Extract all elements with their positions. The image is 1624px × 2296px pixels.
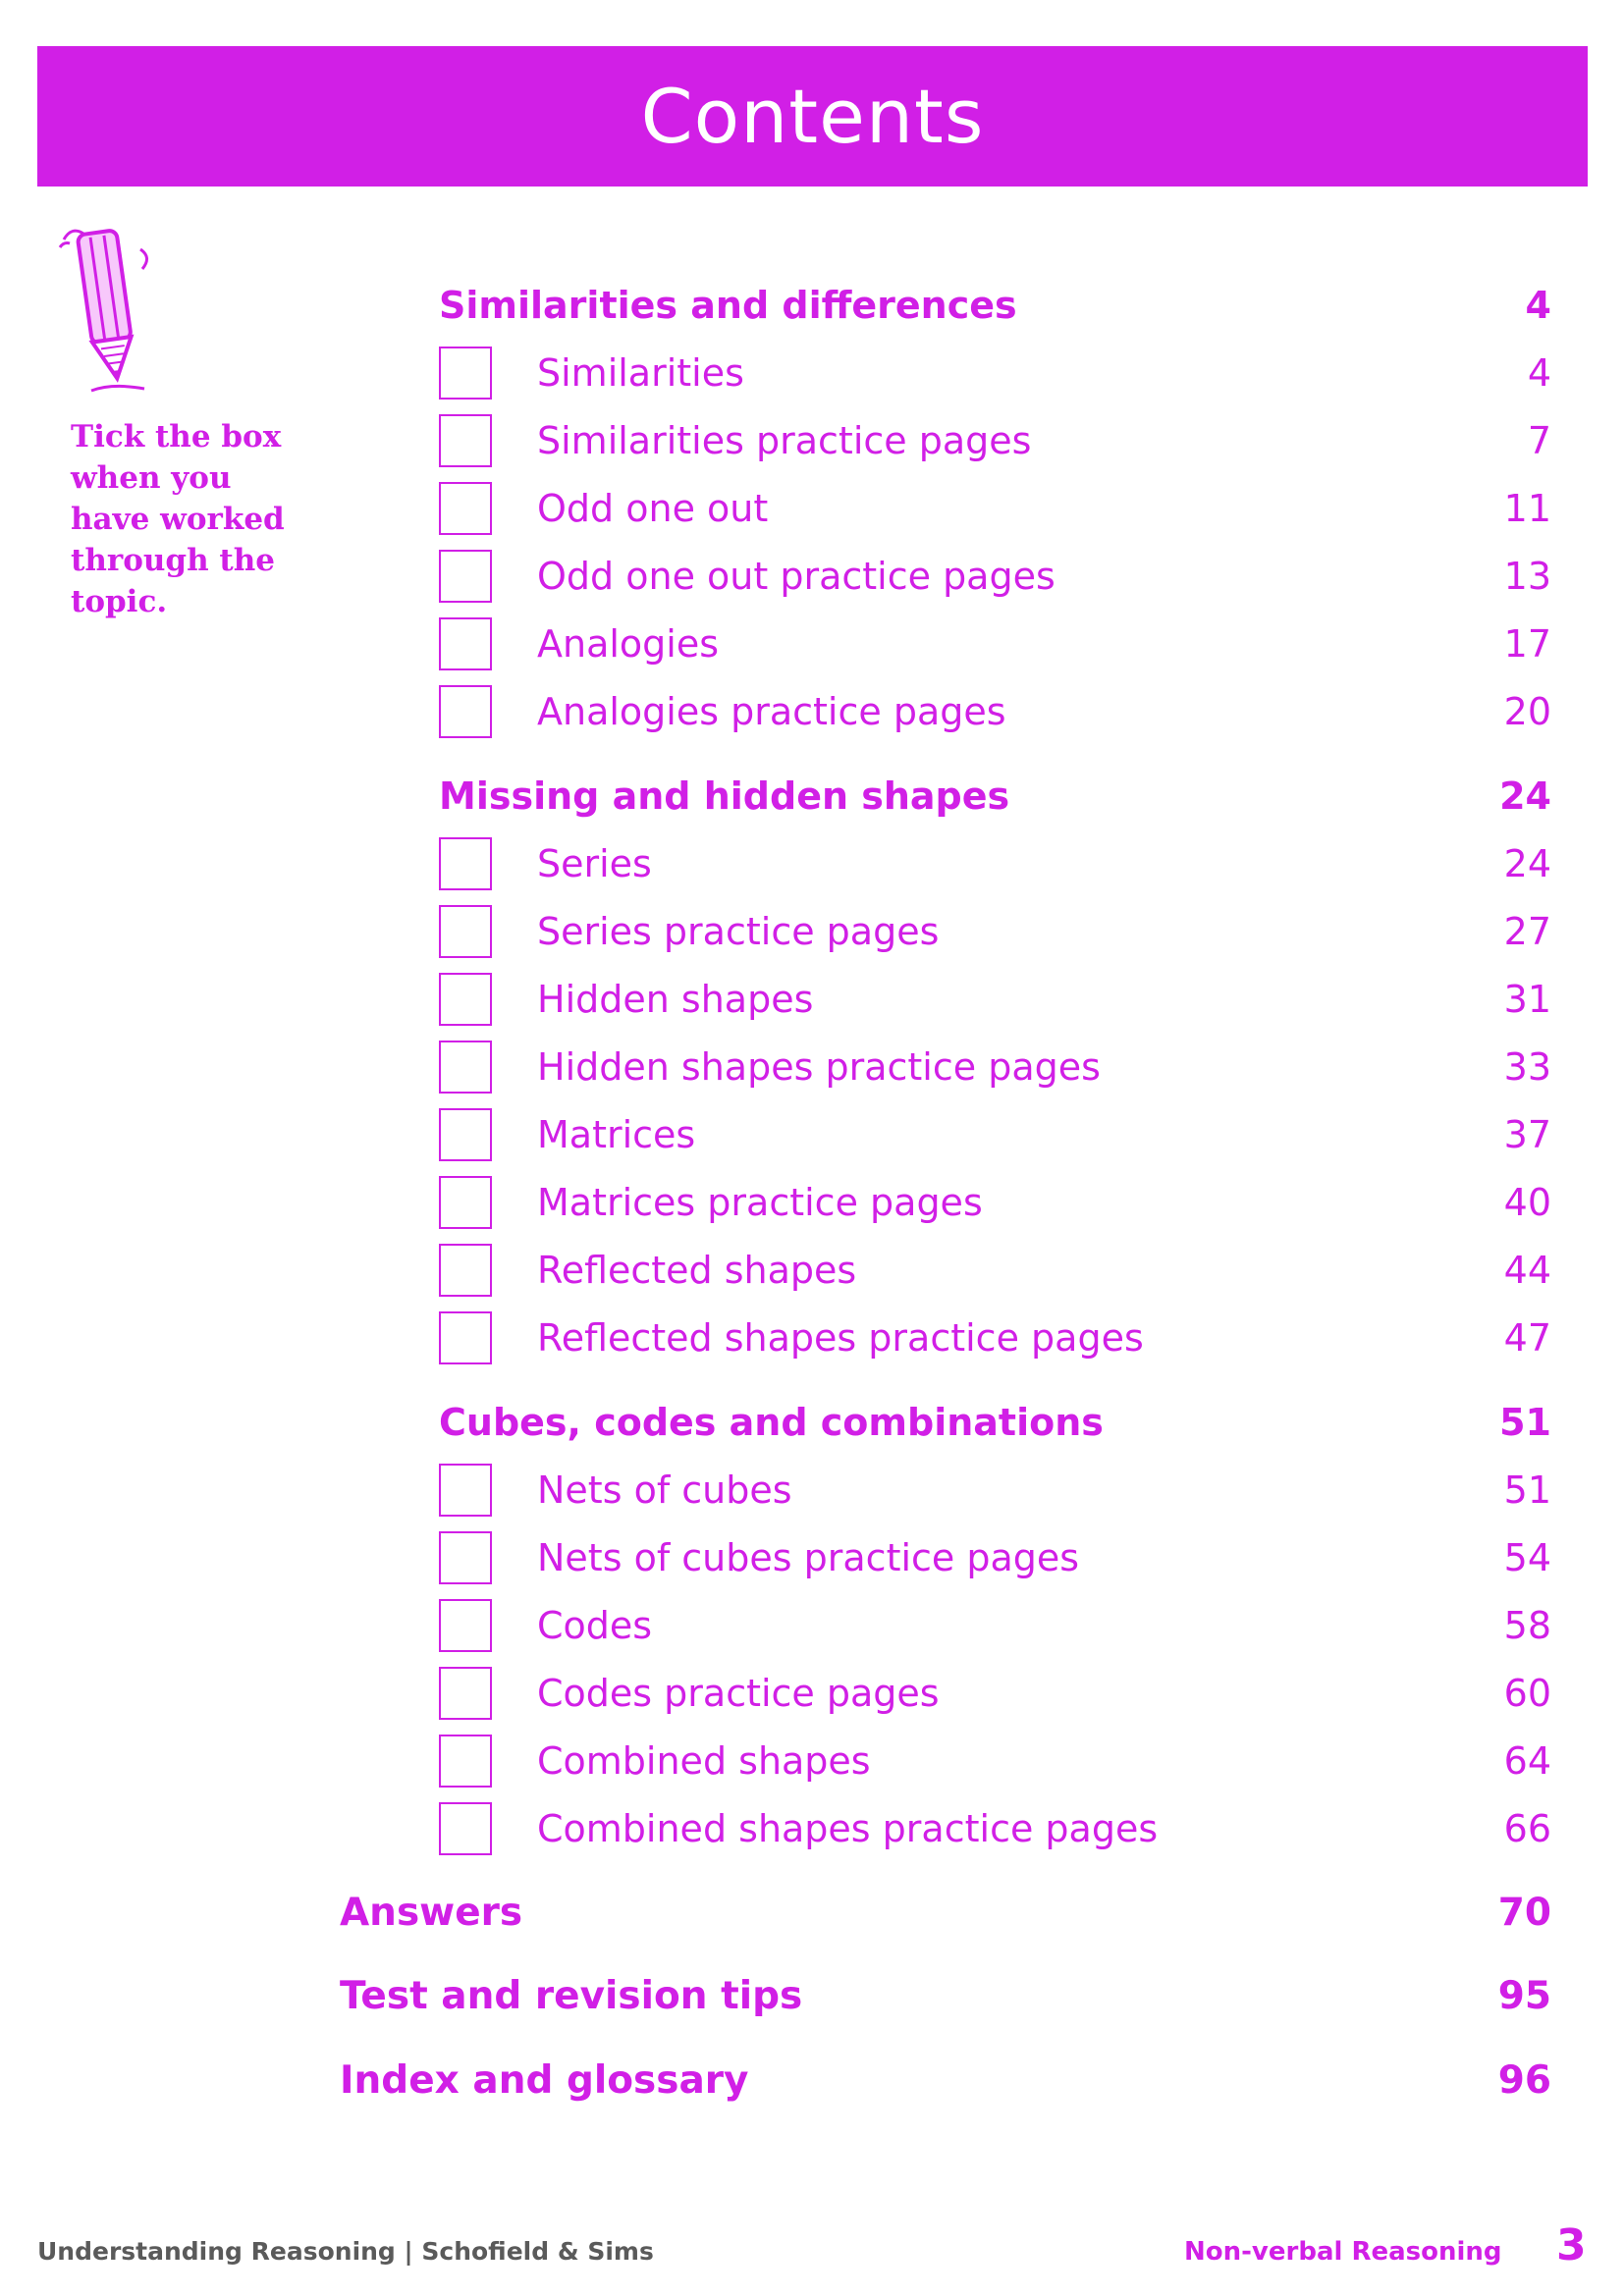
list-item xyxy=(439,1530,1551,1585)
item-label: Codes practice pages xyxy=(537,1672,940,1715)
item-label: Similarities xyxy=(537,351,744,395)
tick-box[interactable] xyxy=(439,1041,492,1094)
tick-box[interactable] xyxy=(439,1311,492,1364)
section-heading[interactable] xyxy=(439,278,1551,333)
item-page: 7 xyxy=(1527,419,1551,462)
page-title: Contents xyxy=(640,73,985,160)
item-page: 27 xyxy=(1503,910,1551,953)
item-label: Odd one out practice pages xyxy=(537,555,1056,598)
tick-box[interactable] xyxy=(439,1667,492,1720)
tick-box[interactable] xyxy=(439,1464,492,1517)
tick-box[interactable] xyxy=(439,1802,492,1855)
item-page: 20 xyxy=(1503,690,1551,733)
item-page: 64 xyxy=(1503,1739,1551,1783)
list-item xyxy=(439,1310,1551,1365)
item-label: Analogies practice pages xyxy=(537,690,1006,733)
list-item xyxy=(439,413,1551,468)
item-page: 33 xyxy=(1503,1045,1551,1089)
entry-page: 70 xyxy=(1497,1890,1551,1935)
item-label: Series practice pages xyxy=(537,910,940,953)
section-heading[interactable] xyxy=(439,1395,1551,1450)
item-page: 13 xyxy=(1503,555,1551,598)
contents-banner xyxy=(37,46,1588,187)
tick-box[interactable] xyxy=(439,482,492,535)
tick-box[interactable] xyxy=(439,973,492,1026)
item-page: 31 xyxy=(1503,978,1551,1021)
item-page: 37 xyxy=(1503,1113,1551,1156)
item-page: 51 xyxy=(1503,1468,1551,1512)
item-label: Hidden shapes practice pages xyxy=(537,1045,1101,1089)
revision-tips-entry[interactable] xyxy=(340,1968,1551,2023)
item-label: Analogies xyxy=(537,622,720,666)
list-item xyxy=(439,1598,1551,1653)
footer-publisher: Understanding Reasoning | Schofield & Sims xyxy=(37,2237,654,2266)
list-item xyxy=(439,1801,1551,1856)
tick-box[interactable] xyxy=(439,1244,492,1297)
entry-label: Index and glossary xyxy=(340,2057,749,2103)
item-label: Reflected shapes xyxy=(537,1249,857,1292)
footer-subject: Non-verbal Reasoning xyxy=(1184,2237,1502,2267)
item-label: Hidden shapes xyxy=(537,978,814,1021)
tick-box[interactable] xyxy=(439,414,492,467)
tick-box[interactable] xyxy=(439,1531,492,1584)
item-label: Matrices practice pages xyxy=(537,1181,983,1224)
list-item xyxy=(439,904,1551,959)
list-item xyxy=(439,836,1551,891)
item-page: 60 xyxy=(1503,1672,1551,1715)
item-label: Combined shapes practice pages xyxy=(537,1807,1159,1850)
tick-box[interactable] xyxy=(439,550,492,603)
answers-entry[interactable] xyxy=(340,1885,1551,1940)
item-page: 4 xyxy=(1527,351,1551,395)
item-page: 17 xyxy=(1503,622,1551,666)
item-label: Reflected shapes practice pages xyxy=(537,1316,1144,1360)
tick-box[interactable] xyxy=(439,1176,492,1229)
section-page: 51 xyxy=(1499,1401,1551,1444)
list-item xyxy=(439,1666,1551,1721)
list-item xyxy=(439,1734,1551,1789)
section-page: 24 xyxy=(1499,774,1551,818)
entry-label: Test and revision tips xyxy=(340,1973,803,2018)
tick-box[interactable] xyxy=(439,1735,492,1788)
tick-box[interactable] xyxy=(439,837,492,890)
item-label: Similarities practice pages xyxy=(537,419,1032,462)
entry-label: Answers xyxy=(340,1890,523,1935)
item-page: 58 xyxy=(1503,1604,1551,1647)
list-item xyxy=(439,1463,1551,1518)
section-heading[interactable] xyxy=(439,769,1551,824)
item-page: 40 xyxy=(1503,1181,1551,1224)
item-label: Nets of cubes xyxy=(537,1468,792,1512)
section-title: Missing and hidden shapes xyxy=(439,774,1010,818)
list-item xyxy=(439,1175,1551,1230)
list-item xyxy=(439,684,1551,739)
item-page: 47 xyxy=(1503,1316,1551,1360)
tick-box[interactable] xyxy=(439,905,492,958)
item-label: Nets of cubes practice pages xyxy=(537,1536,1080,1579)
tick-box[interactable] xyxy=(439,685,492,738)
section-title: Similarities and differences xyxy=(439,284,1017,327)
tick-box[interactable] xyxy=(439,1599,492,1652)
list-item xyxy=(439,1107,1551,1162)
index-glossary-entry[interactable] xyxy=(340,2053,1551,2108)
tick-instruction: Tick the box when you have worked through the topic. xyxy=(71,419,285,619)
item-label: Series xyxy=(537,842,652,885)
tick-box[interactable] xyxy=(439,347,492,400)
page-number: 3 xyxy=(1556,2220,1587,2270)
item-label: Codes xyxy=(537,1604,653,1647)
entry-page: 96 xyxy=(1497,2057,1551,2103)
list-item xyxy=(439,549,1551,604)
item-page: 11 xyxy=(1503,487,1551,530)
list-item xyxy=(439,972,1551,1027)
item-label: Odd one out xyxy=(537,487,769,530)
section-title: Cubes, codes and combinations xyxy=(439,1401,1104,1444)
tick-box[interactable] xyxy=(439,617,492,670)
item-label: Combined shapes xyxy=(537,1739,871,1783)
tick-box[interactable] xyxy=(439,1108,492,1161)
item-label: Matrices xyxy=(537,1113,696,1156)
item-page: 66 xyxy=(1503,1807,1551,1850)
item-page: 24 xyxy=(1503,842,1551,885)
list-item xyxy=(439,616,1551,671)
list-item xyxy=(439,1243,1551,1298)
entry-page: 95 xyxy=(1497,1973,1551,2018)
list-item xyxy=(439,481,1551,536)
list-item xyxy=(439,1040,1551,1095)
item-page: 54 xyxy=(1503,1536,1551,1579)
section-page: 4 xyxy=(1525,284,1551,327)
pencil-icon xyxy=(54,218,162,395)
list-item xyxy=(439,346,1551,400)
item-page: 44 xyxy=(1503,1249,1551,1292)
